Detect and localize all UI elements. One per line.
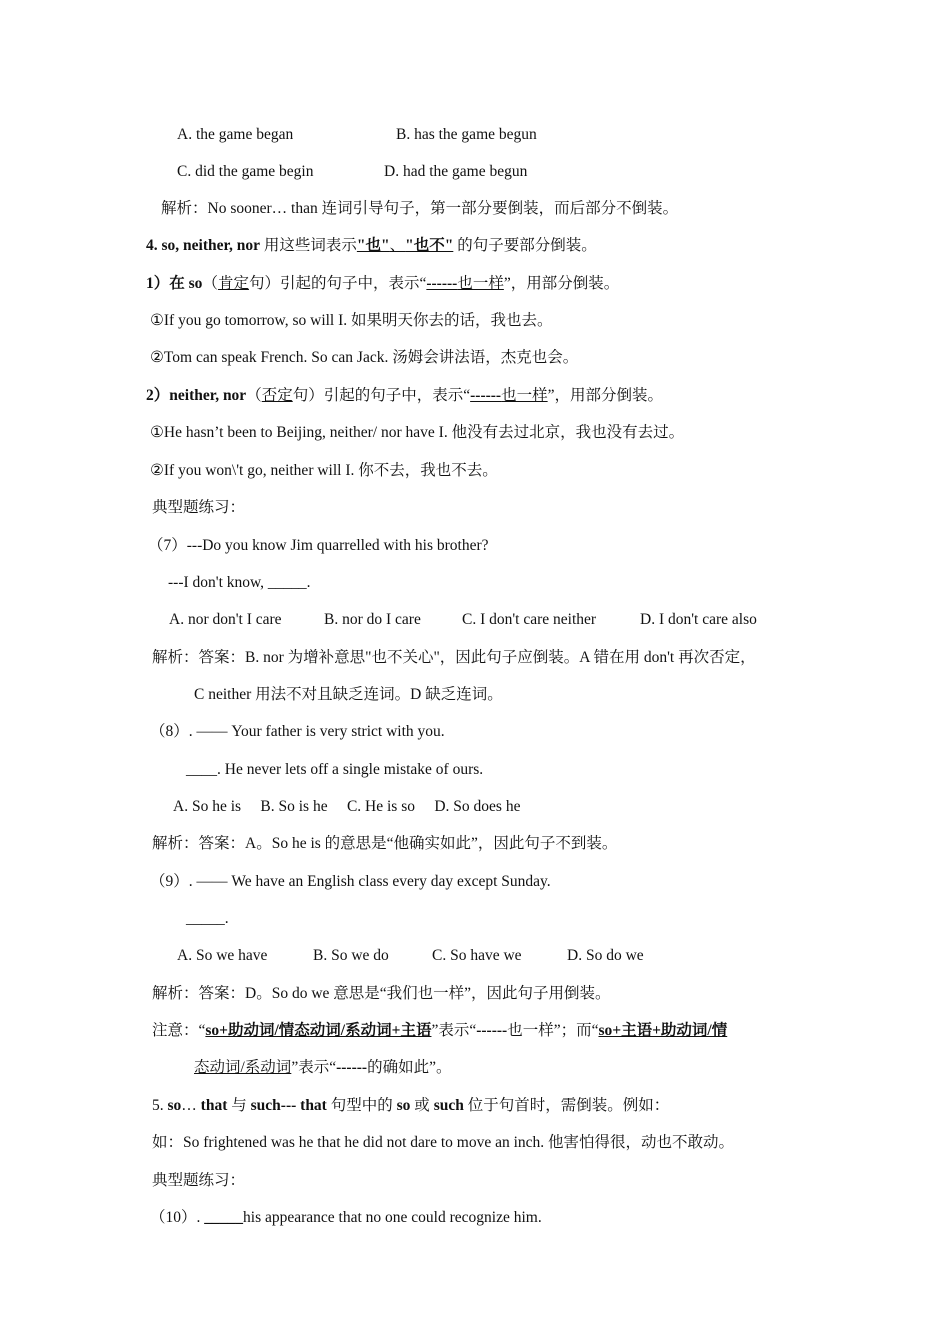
q9-stem: （9）. —— We have an English class every day except Sunday. bbox=[150, 873, 551, 890]
q7-option-d: D. I don't care also bbox=[640, 611, 757, 628]
q10-rest: his appearance that no one could recognize him. bbox=[243, 1209, 542, 1226]
practice-label-2: 典型题练习： bbox=[152, 1172, 246, 1189]
s5-that: that bbox=[200, 1097, 228, 1114]
section-5-heading bbox=[152, 1096, 669, 1116]
s42-p3: ”，用部分倒装。 bbox=[547, 387, 664, 404]
note-p2: ”表示“ bbox=[431, 1022, 477, 1039]
note-p3: 也一样”；而“ bbox=[507, 1022, 599, 1039]
q6-analysis: 解析：No sooner… than 连词引导句子，第一部分要倒装，而后部分不倒装。 bbox=[161, 200, 679, 217]
q6-option-c: C. did the game begin bbox=[177, 163, 314, 180]
q9-reply: _____. bbox=[186, 910, 229, 927]
q7-analysis-2: C neither 用法不对且缺乏连词。D 缺乏连词。 bbox=[194, 686, 503, 703]
s41-example-1: ①If you go tomorrow, so will I. 如果明天你去的话，我也去。 bbox=[150, 312, 553, 329]
s5-num: 5. bbox=[152, 1097, 168, 1114]
s5-p2: 与 bbox=[227, 1097, 251, 1114]
section-4-heading bbox=[146, 236, 597, 256]
q7-analysis-1: 解析：答案：B. nor 为增补意思"也不关心"，因此句子应倒装。A 错在用 don't 再次否定， bbox=[152, 649, 756, 666]
s41-p2: 句）引起的句子中，表示“ bbox=[248, 275, 427, 292]
note-dash-2: ------ bbox=[336, 1059, 368, 1076]
s5-so-2: so bbox=[396, 1097, 411, 1114]
s42-p1: （ bbox=[246, 387, 262, 404]
s41-p3: ”，用部分倒装。 bbox=[503, 275, 620, 292]
s42-num: 2） bbox=[146, 387, 170, 404]
q6-option-b: B. has the game begun bbox=[396, 126, 537, 143]
q9-option-b: B. So we do bbox=[313, 947, 389, 964]
q7-reply: ---I don't know, _____. bbox=[168, 574, 311, 591]
note-p5: 的确如此”。 bbox=[367, 1059, 452, 1076]
q8-stem: （8）. —— Your father is very strict with you. bbox=[150, 723, 445, 740]
section-4-2-heading bbox=[146, 386, 663, 406]
q7-option-c: C. I don't care neither bbox=[462, 611, 597, 628]
q7-option-a: A. nor don't I care bbox=[169, 611, 282, 628]
s41-so: so bbox=[188, 275, 203, 292]
q9-option-a: A. So we have bbox=[177, 947, 268, 964]
q7-option-b: B. nor do I care bbox=[324, 611, 421, 628]
s41-p1: （ bbox=[202, 275, 218, 292]
s42-fouding: 否定 bbox=[261, 387, 293, 404]
s5-p3: 句型中的 bbox=[326, 1097, 397, 1114]
s5-p1: … bbox=[181, 1097, 201, 1114]
note-p4: ”表示“ bbox=[291, 1059, 337, 1076]
s5-so: so bbox=[167, 1097, 182, 1114]
q8-options: A. So he is B. So is he C. He is so D. So does he bbox=[173, 798, 521, 815]
s41-num: 1）在 bbox=[146, 275, 189, 292]
s42-yeyiyang: 也一样 bbox=[501, 387, 548, 404]
note-dash-1: ------ bbox=[476, 1022, 508, 1039]
s41-dash: ------ bbox=[426, 275, 458, 292]
s41-yeyiyang: 也一样 bbox=[457, 275, 504, 292]
s42-nn: neither, nor bbox=[169, 387, 247, 404]
s5-p5: 位于句首时，需倒装。例如： bbox=[463, 1097, 670, 1114]
q9-option-d: D. So do we bbox=[567, 947, 644, 964]
note-formula-2b: 态动词/系动词 bbox=[194, 1059, 292, 1076]
note-formula-2a: so+主语+助动词/情 bbox=[598, 1022, 728, 1039]
s5-p4: 或 bbox=[410, 1097, 434, 1114]
practice-label-1: 典型题练习： bbox=[152, 499, 246, 516]
s42-p2: 句）引起的句子中，表示“ bbox=[292, 387, 471, 404]
s41-example-2: ②Tom can speak French. So can Jack. 汤姆会讲法语，杰克也会。 bbox=[150, 349, 579, 366]
q8-analysis: 解析：答案：A。So he is 的意思是“他确实如此”，因此句子不到装。 bbox=[152, 835, 618, 852]
section-4-text-a: 用这些词表示 bbox=[259, 237, 357, 254]
section-4-yebu: "也不" bbox=[405, 237, 454, 254]
q10-blank: _____ bbox=[204, 1209, 244, 1226]
note-line-1 bbox=[152, 1021, 727, 1041]
section-4-1-heading bbox=[146, 274, 619, 294]
s42-dash: ------ bbox=[470, 387, 502, 404]
section-4-sep: 、 bbox=[389, 237, 406, 254]
s42-example-1: ①He hasn’t been to Beijing, neither/ nor have I. 他没有去过北京，我也没有去过。 bbox=[150, 424, 685, 441]
note-p1: 注意：“ bbox=[152, 1022, 206, 1039]
q6-option-a: A. the game began bbox=[177, 126, 294, 143]
s42-example-2: ②If you won\'t go, neither will I. 你不去，我也不去。 bbox=[150, 462, 498, 479]
q10-stem bbox=[150, 1208, 542, 1228]
section-4-text-b: 的句子要部分倒装。 bbox=[453, 237, 597, 254]
q7-stem: （7）---Do you know Jim quarrelled with his brother? bbox=[148, 537, 489, 554]
note-line-2 bbox=[194, 1058, 451, 1078]
s5-such-that: such--- that bbox=[250, 1097, 327, 1114]
note-formula-1: so+助动词/情态动词/系动词+主语 bbox=[205, 1022, 432, 1039]
s41-kending: 肯定 bbox=[217, 275, 249, 292]
q10-num: （10）. bbox=[150, 1209, 205, 1226]
q6-option-d: D. had the game begun bbox=[384, 163, 528, 180]
q9-analysis: 解析：答案：D。So do we 意思是“我们也一样”，因此句子用倒装。 bbox=[152, 985, 611, 1002]
q9-option-c: C. So have we bbox=[432, 947, 522, 964]
q8-reply: ____. He never lets off a single mistake of ours. bbox=[186, 761, 484, 778]
section-4-ye: "也" bbox=[356, 237, 390, 254]
section-4-lead: 4. so, neither, nor bbox=[146, 237, 260, 254]
s5-example: 如：So frightened was he that he did not dare to move an inch. 他害怕得很，动也不敢动。 bbox=[152, 1134, 735, 1151]
s5-such-2: such bbox=[433, 1097, 464, 1114]
